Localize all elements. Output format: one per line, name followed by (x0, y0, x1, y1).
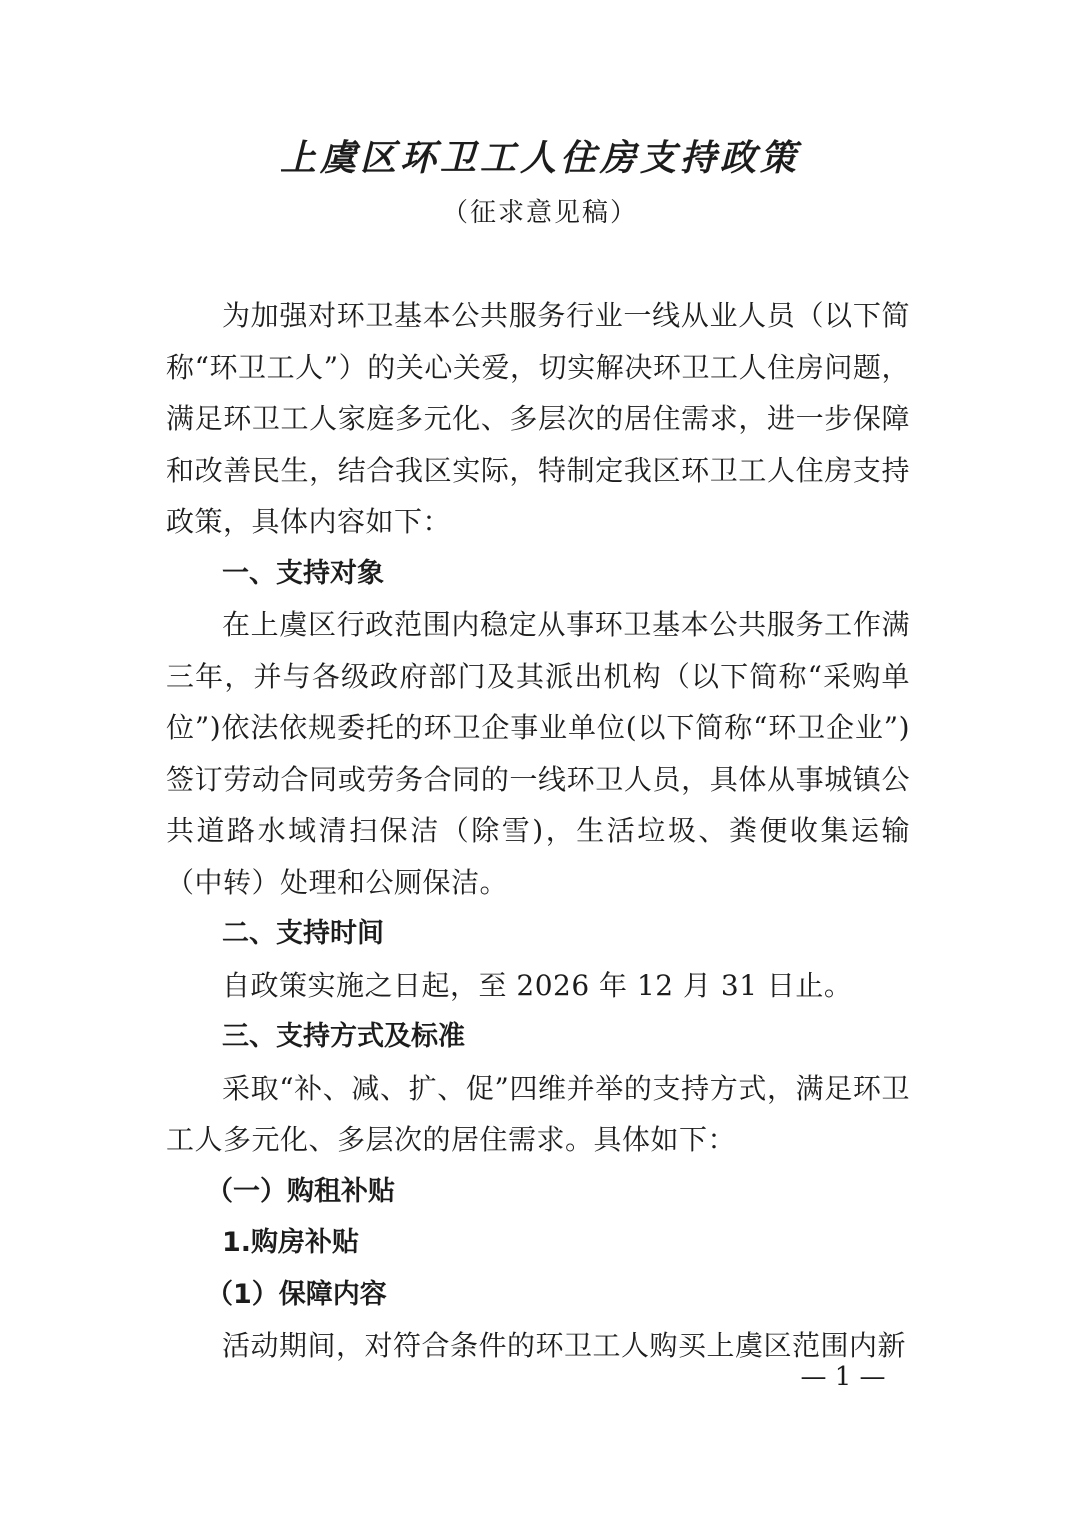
sub-heading-home-purchase-subsidy: 1.购房补贴 (222, 1227, 360, 1258)
section-heading-2: 二、支持时间 (222, 918, 384, 949)
section-paragraph-3: 采取“补、减、扩、促”四维并举的支持方式，满足环卫工人多元化、多层次的居住需求。具体如下： (166, 1071, 910, 1156)
section-paragraph-1: 在上虞区行政范围内稳定从事环卫基本公共服务工作满三年，并与各级政府部门及其派出机构（以下简称“采购单位”)依法依规委托的环卫企事业单位(以下简称“环卫企业”)签订劳动合同或劳务合同的一线环卫人员，具体从事城镇公共道路水域清扫保洁（除雪)，生活垃圾、粪便收集运输（中转）处理和公厕保洁。 (166, 608, 910, 899)
sub-heading-purchase-rent-subsidy: （一）购租补贴 (206, 1175, 395, 1207)
intro-paragraph: 为加强对环卫基本公共服务行业一线从业人员（以下简称“环卫工人”）的关心关爱，切实解决环卫工人住房问题，满足环卫工人家庭多元化、多层次的居住需求，进一步保障和改善民生，结合我区实际，特制定我区环卫工人住房支持政策，具体内容如下： (166, 299, 910, 538)
guarantee-content-paragraph: 活动期间，对符合条件的环卫工人购买上虞区范围内新 (222, 1329, 907, 1362)
section-heading-3: 三、支持方式及标准 (222, 1021, 465, 1052)
document-title: 上虞区环卫工人住房支持政策 (279, 138, 800, 179)
document-subtitle: （征求意见稿） (441, 198, 638, 228)
section-paragraph-2: 自政策实施之日起，至 2026 年 12 月 31 日止。 (222, 968, 853, 1002)
sub-heading-guarantee-content: （1）保障内容 (206, 1278, 387, 1310)
section-heading-1: 一、支持对象 (222, 557, 384, 589)
page-number: — 1 — (800, 1362, 886, 1392)
document-body (166, 290, 910, 1372)
